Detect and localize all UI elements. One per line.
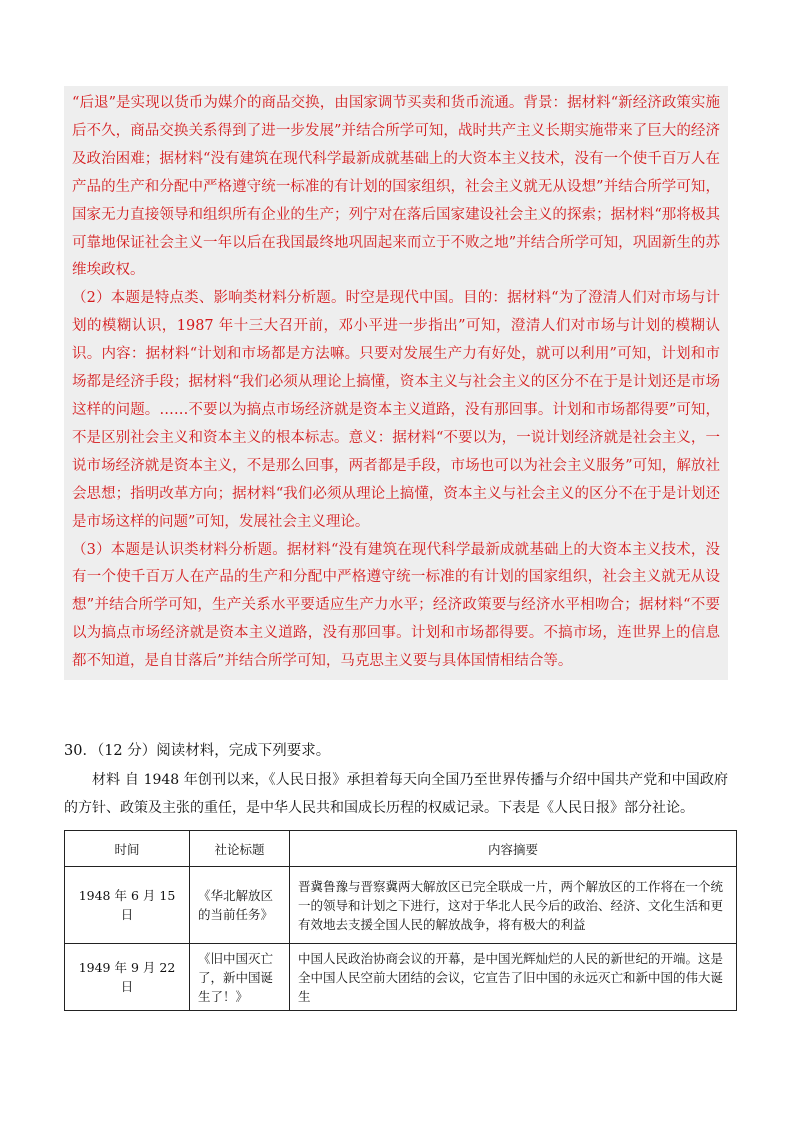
column-header-title: 社论标题 (190, 831, 290, 867)
cell-title: 《华北解放区的当前任务》 (190, 867, 290, 944)
answer-explanation (64, 86, 728, 680)
column-header-date: 时间 (65, 831, 190, 867)
cell-summary: 中国人民政治协商会议的开幕，是中国光辉灿烂的人民的新世纪的开端。这是全中国人民空前大团结的会议，它宣告了旧中国的永远灭亡和新中国的伟大诞生 (290, 944, 737, 1011)
cell-date: 1949 年 9 月 22 日 (65, 944, 190, 1011)
question-heading: 30．（12 分）阅读材料，完成下列要求。 (64, 743, 331, 759)
table-header-row (65, 831, 737, 867)
table-row (65, 944, 737, 1011)
answer-paragraph: （3）本题是认识类材料分析题。据材料“没有建筑在现代科学最新成就基础上的大资本主义技术，没有一个使千百万人在产品的生产和分配中严格遵守统一标准的有计划的国家组织，社会主义就无从设想”并结合所学可知，生产关系水平要适应生产力水平；经济政策要与经济水平相吻合；据材料“不要以为搞点市场经济就是资本主义道路，没有那回事。计划和市场都得要。不搞市场，连世界上的信息都不知道，是自甘落后”并结合所学可知，马克思主义要与具体国情相结合等。 (72, 541, 720, 670)
table-row (65, 867, 737, 944)
cell-summary: 晋冀鲁豫与晋察冀两大解放区已完全联成一片，两个解放区的工作将在一个统一的领导和计划之下进行，这对于华北人民今后的政治、经济、文化生活和更有效地去支援全国人民的解放战争，将有极大的利益 (290, 867, 737, 944)
question-material: 材料 自 1948 年创刊以来，《人民日报》承担着每天向全国乃至世界传播与介绍中国共产党和中国政府的方针、政策及主张的重任，是中华人民共和国成长历程的权威记录。下表是《人民日报》部分社论。 (64, 772, 728, 816)
answer-paragraph: （2）本题是特点类、影响类材料分析题。时空是现代中国。目的：据材料“为了澄清人们对市场与计划的模糊认识，1987 年十三大召开前，邓小平进一步指出”可知，澄清人们对市场与计划的模糊认识。内容：据材料“计划和市场都是方法嘛。只要对发展生产力有好处，就可以利用”可知，计划和市场都是经济手段；据材料“我们必须从理论上搞懂，资本主义与社会主义的区分不在于是计划还是市场这样的问题。……不要以为搞点市场经济就是资本主义道路，没有那回事。计划和市场都得要”可知，不是区别社会主义和资本主义的根本标志。意义：据材料“不要以为，一说计划经济就是社会主义，一说市场经济就是资本主义，不是那么回事，两者都是手段，市场也可以为社会主义服务”可知，解放社会思想；指明改革方向；据材料“我们必须从理论上搞懂，资本主义与社会主义的区分不在于是计划还是市场这样的问题”可知，发展社会主义理论。 (72, 290, 720, 530)
cell-title: 《旧中国灭亡了，新中国诞生了！》 (190, 944, 290, 1011)
column-header-summary: 内容摘要 (290, 831, 737, 867)
editorial-table (64, 830, 737, 1011)
cell-date: 1948 年 6 月 15 日 (65, 867, 190, 944)
answer-paragraph: “后退”是实现以货币为媒介的商品交换，由国家调节买卖和货币流通。背景：据材料“新经济政策实施后不久，商品交换关系得到了进一步发展”并结合所学可知，战时共产主义长期实施带来了巨大的经济及政治困难；据材料“没有建筑在现代科学最新成就基础上的大资本主义技术，没有一个使千百万人在产品的生产和分配中严格遵守统一标准的有计划的国家组织，社会主义就无从设想”并结合所学可知，国家无力直接领导和组织所有企业的生产；列宁对在落后国家建设社会主义的探索；据材料“那将极其可靠地保证社会主义一年以后在我国最终地巩固起来而立于不败之地”并结合所学可知，巩固新生的苏维埃政权。 (72, 95, 720, 279)
